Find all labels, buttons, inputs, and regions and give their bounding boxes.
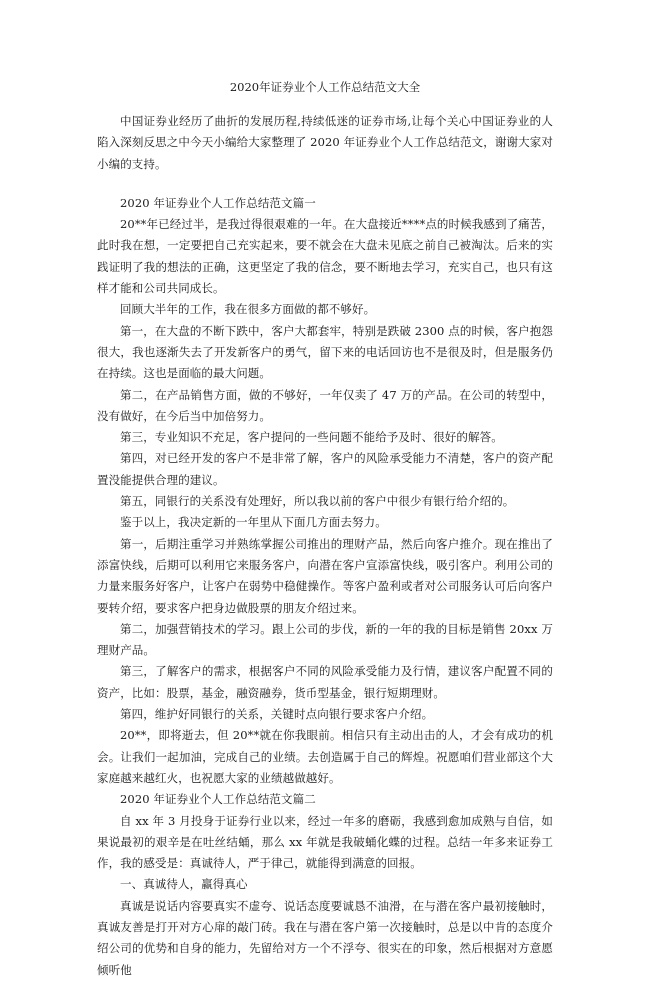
body-paragraph: 第一，后期注重学习并熟练掌握公司推出的理财产品，然后向客户推介。现在推出了添富快线，后期可以利用它来服务客户，向潜在客户宣添富快线，吸引客户。利用公司的力量来服务好客户，让客户在弱势中稳健操作。等客户盈利或者对公司服务认可后向客户要转介绍，要求客户把身边做股票的朋友介绍过来。 [97,536,553,615]
body-paragraph: 第四，对已经开发的客户不是非常了解，客户的风险承受能力不清楚，客户的资产配置没能提供合理的建议。 [97,451,553,487]
body-paragraph: 一、真诚待人，赢得真心 [120,877,248,892]
section-body [97,214,553,789]
section-heading: 2020 年证券业个人工作总结范文篇一 [120,195,316,210]
body-paragraph: 第三，了解客户的需求，根据客户不同的风险承受能力及行情，建议客户配置不同的资产，比如：股票，基金，融资融券，货币型基金，银行短期理财。 [97,664,553,700]
intro-paragraph: 中国证券业经历了曲折的发展历程,持续低迷的证券市场,让每个关心中国证券业的人陷入深刻反思之中今天小编给大家整理了 2020 年证券业个人工作总结范文，谢谢大家对小编的支持。 [97,114,553,171]
body-paragraph: 回顾大半年的工作，我在很多方面做的都不够好。 [120,302,376,317]
document-title: 2020年证券业个人工作总结范文大全 [229,80,421,94]
body-paragraph: 第三，专业知识不充足，客户提问的一些问题不能给予及时、很好的解答。 [120,430,503,445]
body-paragraph: 自 xx 年 3 月投身于证券行业以来，经过一年多的磨砺，我感到愈加成熟与自信，如果说最初的艰辛是在吐丝结蛹，那么 xx 年就是我破蛹化蝶的过程。总结一年多来证券工作，我的感受是：真诚待人，严于律己，就能得到满意的回报。 [97,813,553,871]
body-paragraph: 20**，即将逝去，但 20**就在你我眼前。相信只有主动出击的人，才会有成功的机会。让我们一起加油，完成自己的业绩。去创造属于自己的辉煌。祝愿咱们营业部这个大家庭越来越红火，也祝愿大家的业绩越做越好。 [97,728,553,785]
body-paragraph: 第四，维护好同银行的关系，关键时点向银行要求客户介绍。 [120,707,434,722]
body-paragraph: 第二，在产品销售方面，做的不够好，一年仅卖了 47 万的产品。在公司的转型中，没有做好，在今后当中加倍努力。 [97,387,553,423]
body-paragraph: 第一，在大盘的不断下跌中，客户大都套牢，特别是跌破 2300 点的时候，客户抱怨很大，我也逐渐失去了开发新客户的勇气，留下来的电话回访也不是很及时，但是服务仍在持续。这也是面临的最大问题。 [97,323,553,381]
body-paragraph: 第五，同银行的关系没有处理好，所以我以前的客户中很少有银行给介绍的。 [120,494,515,509]
body-paragraph: 20**年已经过半，是我过得很艰难的一年。在大盘接近****点的时候我感到了痛苦，此时我在想，一定要把自己充实起来，要不就会在大盘未见底之前自己被淘汰。后来的实践证明了我的想法的正确，这更坚定了我的信念，要不断地去学习，充实自己，也只有这样才能和公司共同成长。 [97,217,553,296]
spacer [97,175,553,193]
body-paragraph: 第二，加强营销技术的学习。跟上公司的步伐，新的一年的我的目标是销售 20xx 万理财产品。 [97,621,553,658]
body-paragraph: 鉴于以上，我决定新的一年里从下面几方面去努力。 [120,515,387,530]
section-heading: 2020 年证券业个人工作总结范文篇二 [120,792,316,807]
section-body [97,811,553,981]
body-paragraph: 真诚是说话内容要真实不虚夸、说话态度要诚恳不油滑，在与潜在客户最初接触时，真诚友善是打开对方心扉的敲门砖。我在与潜在客户第一次接触时，总是以中肯的态度介绍公司的优势和自身的能力，先留给对方一个不浮夸、很实在的印象，然后根据对方意愿倾听他 [97,898,553,977]
